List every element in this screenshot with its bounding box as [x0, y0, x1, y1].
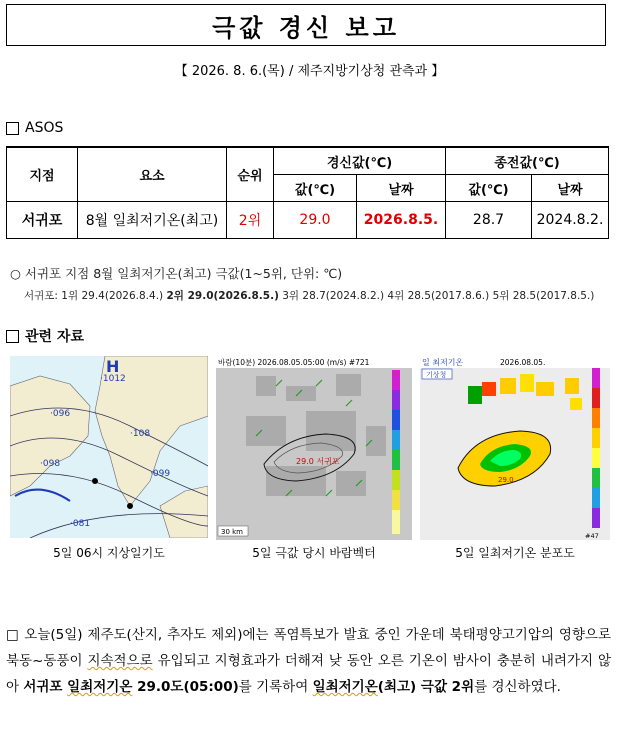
svg-text:H: H	[106, 357, 120, 376]
header-prev-val: 값(℃)	[446, 175, 532, 202]
svg-text:·098: ·098	[40, 459, 61, 469]
svg-text:·096: ·096	[50, 409, 71, 419]
svg-text:·081: ·081	[70, 519, 91, 529]
summary-paragraph	[6, 622, 611, 700]
summary-highlight-1c: 29.0도(05:00)	[132, 679, 239, 695]
asos-section-label: ASOS	[25, 120, 64, 136]
summary-highlight-1a: 서귀포	[23, 679, 68, 695]
min-temp-map	[420, 356, 610, 540]
summary-text-4: 를 경신하였다.	[474, 679, 561, 695]
wind-map-label: 29.0 서귀포	[296, 457, 340, 466]
svg-text:·108: ·108	[130, 429, 151, 439]
summary-text-3: 를 기록하여	[238, 679, 313, 695]
summary-text-2: 유입되고 지형효과가 더해져 낮 동안 오른 기온이 밤사이 충분히 내려가지 않아	[6, 653, 611, 695]
record-list-highlight: 2위 29.0(2026.8.5.)	[166, 290, 279, 302]
surface-weather-map	[10, 356, 208, 538]
temp-map-date: 2026.08.05.	[500, 358, 546, 367]
cell-station: 서귀포	[7, 202, 78, 239]
record-list-prefix: 서귀포: 1위 29.4(2026.8.4.)	[24, 290, 167, 302]
wind-vector-map	[216, 356, 412, 540]
header-rank: 순위	[227, 147, 274, 202]
header-new-value: 경신값(℃)	[274, 147, 446, 175]
header-station: 지점	[7, 147, 78, 202]
caption-temp-map: 5일 일최저기온 분포도	[455, 546, 575, 560]
checkbox-square-icon	[6, 122, 19, 135]
wind-map-header: 바람(10분) 2026.08.05.05:00 (m/s) #721	[218, 358, 370, 367]
cell-prev-value: 28.7	[446, 202, 532, 239]
cell-new-date: 2026.8.5.	[357, 202, 446, 239]
asos-table	[6, 146, 609, 239]
cell-rank: 2위	[227, 202, 274, 239]
record-list	[24, 288, 594, 303]
report-title: 극값 경신 보고	[6, 4, 606, 46]
cell-prev-date: 2024.8.2.	[532, 202, 609, 239]
related-section-label: 관련 자료	[25, 329, 84, 345]
record-list-heading: ○ 서귀포 지점 8월 일최저기온(최고) 극값(1~5위, 단위: ℃)	[10, 266, 343, 281]
wind-map-scale: 30 km	[221, 528, 244, 536]
table-row	[7, 202, 609, 239]
temp-map-label: 29.0	[498, 476, 514, 484]
summary-highlight-2b: (최고) 극값 2위	[377, 679, 475, 695]
record-list-suffix: 3위 28.7(2024.8.2.) 4위 28.5(2017.8.6.) 5위 28.5(2017.8.5.)	[278, 290, 595, 302]
temp-map-title: 일 최저기온	[422, 358, 464, 367]
caption-surface-map: 5일 06시 지상일기도	[53, 546, 165, 560]
report-subtitle: 【 2026. 8. 6.(목) / 제주지방기상청 관측과 】	[174, 64, 445, 79]
cell-new-value: 29.0	[274, 202, 357, 239]
summary-text-1: □ 오늘(5일) 제주도(산지, 추자도 제외)에는 폭염특보가 발효 중인 가운데 북태평양고기압의 영향으로 북동~동풍이	[6, 627, 611, 669]
checkbox-square-icon	[6, 330, 19, 343]
temp-map-footer: #47	[585, 532, 599, 540]
header-element: 요소	[78, 147, 227, 202]
caption-wind-map: 5일 극값 당시 바람벡터	[252, 546, 376, 560]
header-prev-date: 날짜	[532, 175, 609, 202]
header-new-date: 날짜	[357, 175, 446, 202]
summary-text-1-ul: 지속적으로	[87, 653, 153, 669]
svg-text:·099: ·099	[150, 469, 171, 479]
svg-text:·1012: ·1012	[100, 374, 126, 384]
header-new-val: 값(℃)	[274, 175, 357, 202]
header-prev-value: 종전값(℃)	[446, 147, 609, 175]
summary-highlight-2a: 일최저기온	[312, 679, 378, 695]
cell-element: 8월 일최저기온(최고)	[78, 202, 227, 239]
asos-section-heading	[6, 120, 63, 136]
related-section-heading	[6, 326, 84, 346]
kma-badge: 기상청	[426, 371, 447, 379]
summary-highlight-1b: 일최저기온	[67, 679, 133, 695]
